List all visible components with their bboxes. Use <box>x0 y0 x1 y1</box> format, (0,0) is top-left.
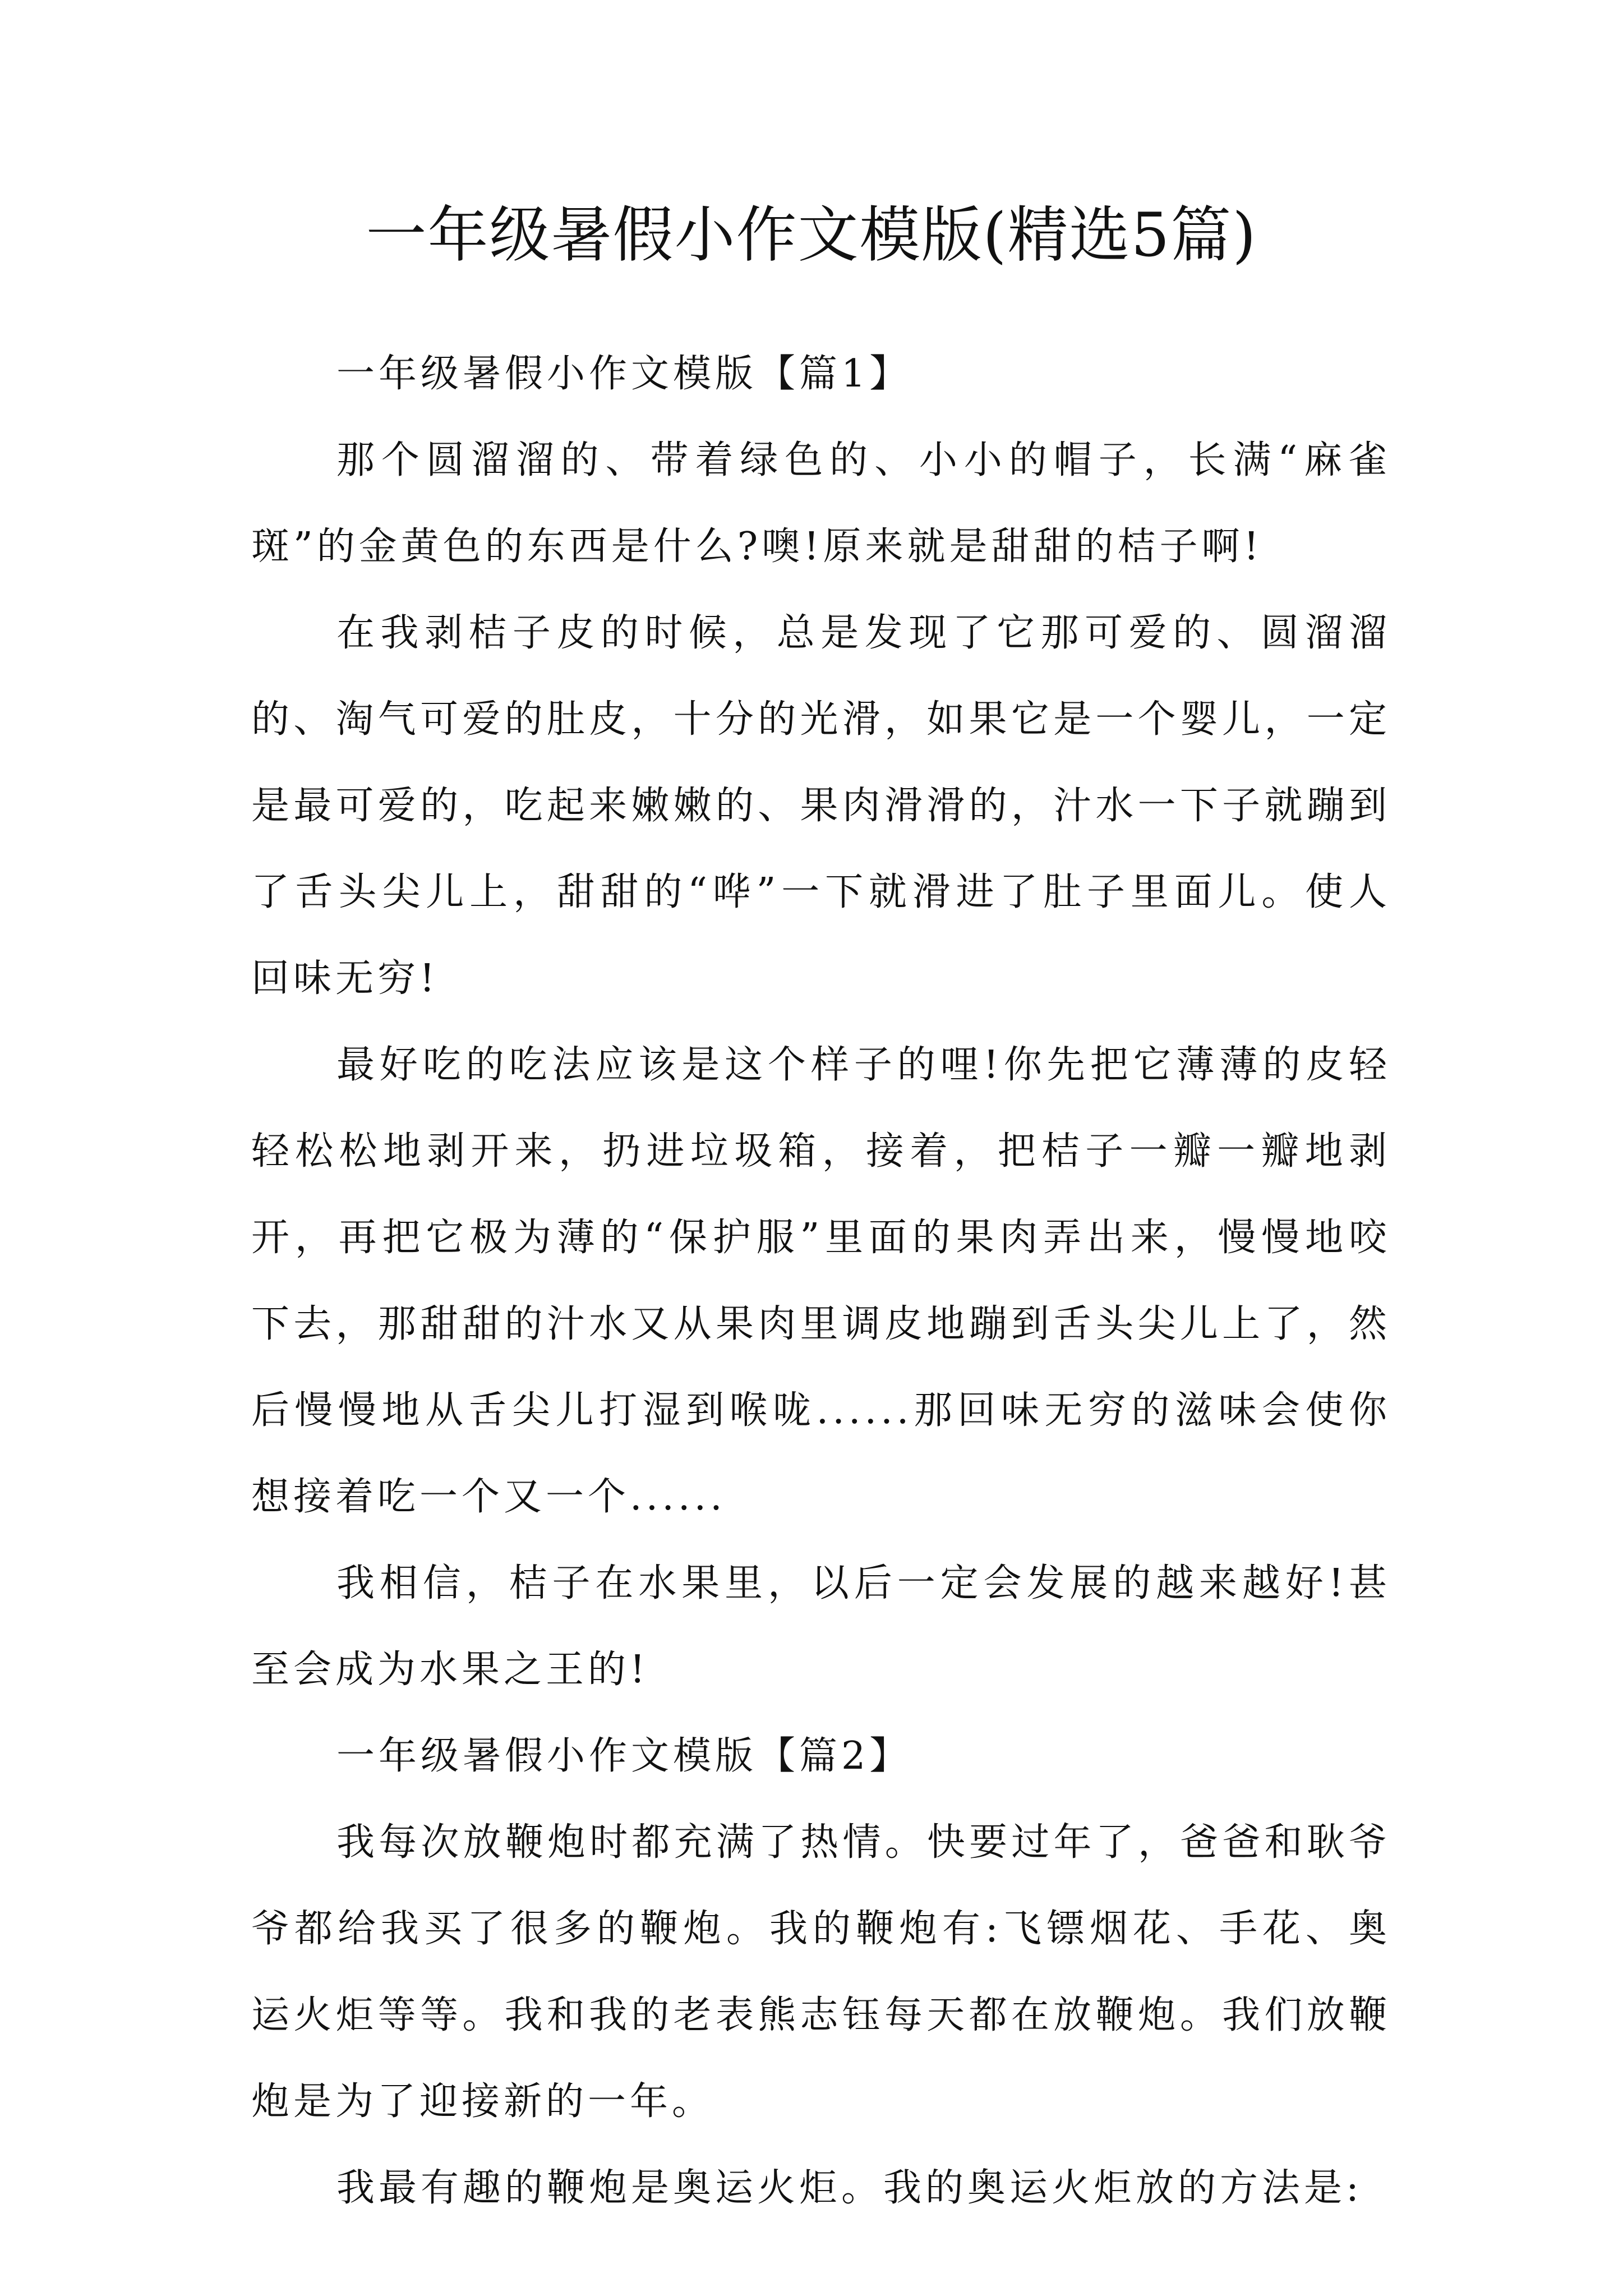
paragraph: 在我剥桔子皮的时候，总是发现了它那可爱的、圆溜溜的、淘气可爱的肚皮，十分的光滑，如果它是一个婴儿，一定是最可爱的，吃起来嫩嫩的、果肉滑滑的，汁水一下子就蹦到了舌头尖儿上，甜甜的“哗”一下就滑进了肚子里面儿。使人回味无穷! <box>251 611 1391 1001</box>
paragraph: 我每次放鞭炮时都充满了热情。快要过年了，爸爸和耿爷爷都给我买了很多的鞭炮。我的鞭炮有:飞镖烟花、手花、奥运火炬等等。我和我的老表熊志钰每天都在放鞭炮。我们放鞭炮是为了迎接新的一年。 <box>251 1820 1391 2124</box>
document-body <box>251 331 1391 2231</box>
section-heading-2: 一年级暑假小作文模版【篇2】 <box>336 1734 912 1778</box>
section-heading-1: 一年级暑假小作文模版【篇1】 <box>336 352 912 396</box>
paragraph: 那个圆溜溜的、带着绿色的、小小的帽子，长满“麻雀斑”的金黄色的东西是什么?噢!原来就是甜甜的桔子啊! <box>251 438 1391 569</box>
document-title: 一年级暑假小作文模版(精选5篇) <box>366 200 1257 270</box>
paragraph: 我相信，桔子在水果里，以后一定会发展的越来越好!甚至会成为水果之王的! <box>251 1561 1391 1692</box>
paragraph: 最好吃的吃法应该是这个样子的哩!你先把它薄薄的皮轻轻松松地剥开来，扔进垃圾箱，接着，把桔子一瓣一瓣地剥开，再把它极为薄的“保护服”里面的果肉弄出来，慢慢地咬下去，那甜甜的汁水又从果肉里调皮地蹦到舌头尖儿上了，然后慢慢地从舌尖儿打湿到喉咙......那回味无穷的滋味会使你想接着吃一个又一个...... <box>251 1043 1391 1519</box>
paragraph: 我最有趣的鞭炮是奥运火炬。我的奥运火炬放的方法是: <box>336 2166 1363 2210</box>
